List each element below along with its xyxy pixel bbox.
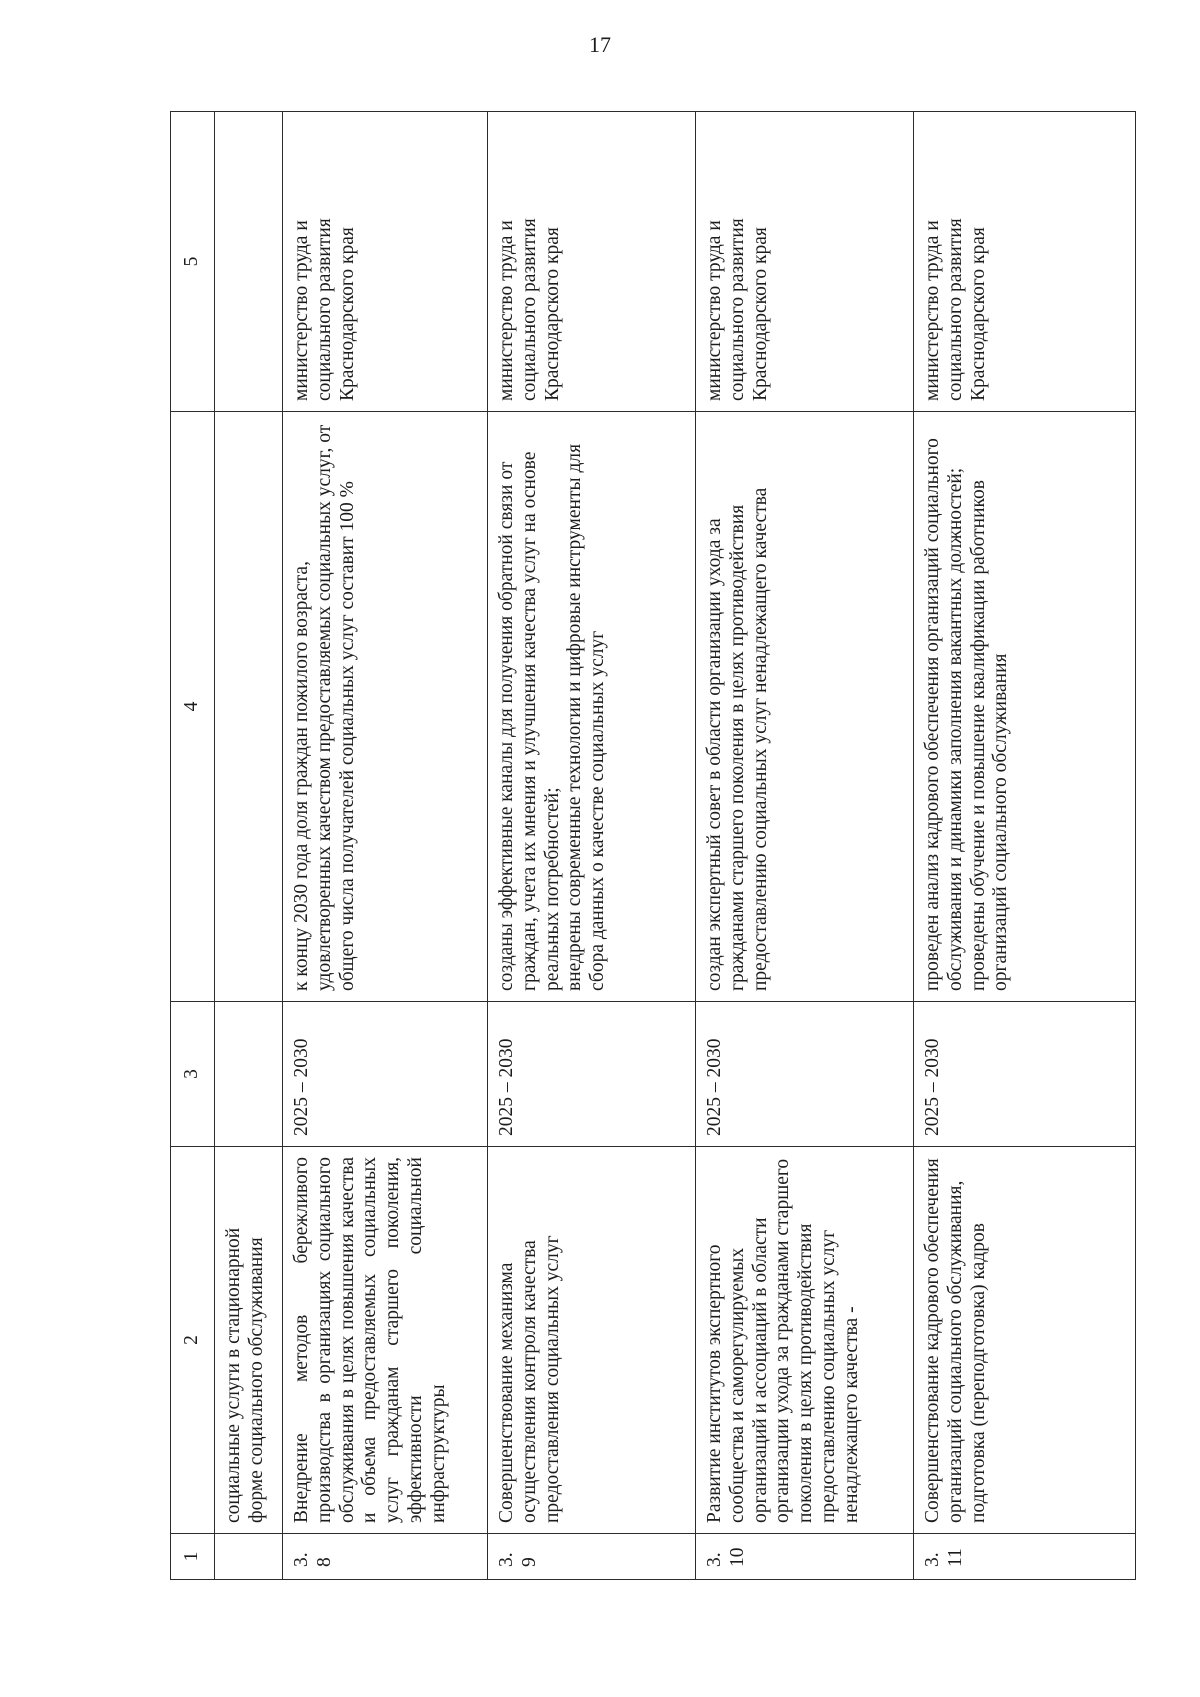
header-col-2: 2 (171, 1147, 215, 1534)
period-cell: 2025 – 2030 (488, 1002, 696, 1147)
header-col-1: 1 (171, 1534, 215, 1580)
header-row (171, 112, 215, 1580)
period-cell: 2025 – 2030 (283, 1002, 488, 1147)
period-cell: 2025 – 2030 (914, 1002, 1136, 1147)
measure-cell: Совершенствование механизма осуществления контроля качества предоставления социальных услуг (488, 1147, 696, 1534)
table-row (914, 112, 1136, 1580)
result-cell: проведен анализ кадрового обеспечения организаций социального обслуживания и динамики заполнения вакантных должностей; проведены обучение и повышение квалификации работников организаций социального обслуживания (914, 412, 1136, 1002)
responsible-cell: министерство труда и социального развития Краснодарского края (488, 112, 696, 412)
row-number: 3.10 (696, 1534, 914, 1580)
row-number (215, 1534, 283, 1580)
row-number: 3.9 (488, 1534, 696, 1580)
table-row (488, 112, 696, 1580)
responsible-cell: министерство труда и социального развития Краснодарского края (696, 112, 914, 412)
page-number: 17 (589, 32, 611, 57)
result-cell: создан экспертный совет в области организации ухода за гражданами старшего поколения в целях противодействия предоставлению социальных услуг ненадлежащего качества (696, 412, 914, 1002)
row-number: 3.8 (283, 1534, 488, 1580)
responsible-cell: министерство труда и социального развития Краснодарского края (283, 112, 488, 412)
measures-table (170, 111, 1136, 1580)
result-cell: к концу 2030 года доля граждан пожилого возраста, удовлетворенных качеством предоставляемых социальных услуг, от общего числа получателей социальных услуг составит 100 % (283, 412, 488, 1002)
rotated-table-container (170, 112, 1136, 1580)
table-row (215, 112, 283, 1580)
responsible-cell: министерство труда и социального развития Краснодарского края (914, 112, 1136, 412)
header-col-5: 5 (171, 112, 215, 412)
measure-cell: Развитие институтов экспертного сообщества и саморегулируемых организаций и ассоциаций в области организации ухода за гражданами старшего поколения в целях противодействия предоставлению социальных услуг ненадлежащего качества - (696, 1147, 914, 1534)
responsible-cell (215, 112, 283, 412)
measure-cell: социальные услуги в стационарной форме социального обслуживания (215, 1147, 283, 1534)
result-cell (215, 412, 283, 1002)
header-col-4: 4 (171, 412, 215, 1002)
table-row (696, 112, 914, 1580)
row-number: 3.11 (914, 1534, 1136, 1580)
result-cell: созданы эффективные каналы для получения обратной связи от граждан, учета их мнения и улучшения качества услуг на основе реальных потребностей; внедрены современные технологии и цифровые инструменты для сбора данных о качестве социальных услуг (488, 412, 696, 1002)
measure-cell: Внедрение методов бережливого производства в организациях социального обслуживания в целях повышения качества и объема предоставляемых социальных услуг гражданам старшего поколения, эффективности социальной инфраструктуры (283, 1147, 488, 1534)
period-cell (215, 1002, 283, 1147)
table-row (283, 112, 488, 1580)
measure-cell: Совершенствование кадрового обеспечения организаций социального обслуживания, подготовка (переподготовка) кадров (914, 1147, 1136, 1534)
header-col-3: 3 (171, 1002, 215, 1147)
period-cell: 2025 – 2030 (696, 1002, 914, 1147)
